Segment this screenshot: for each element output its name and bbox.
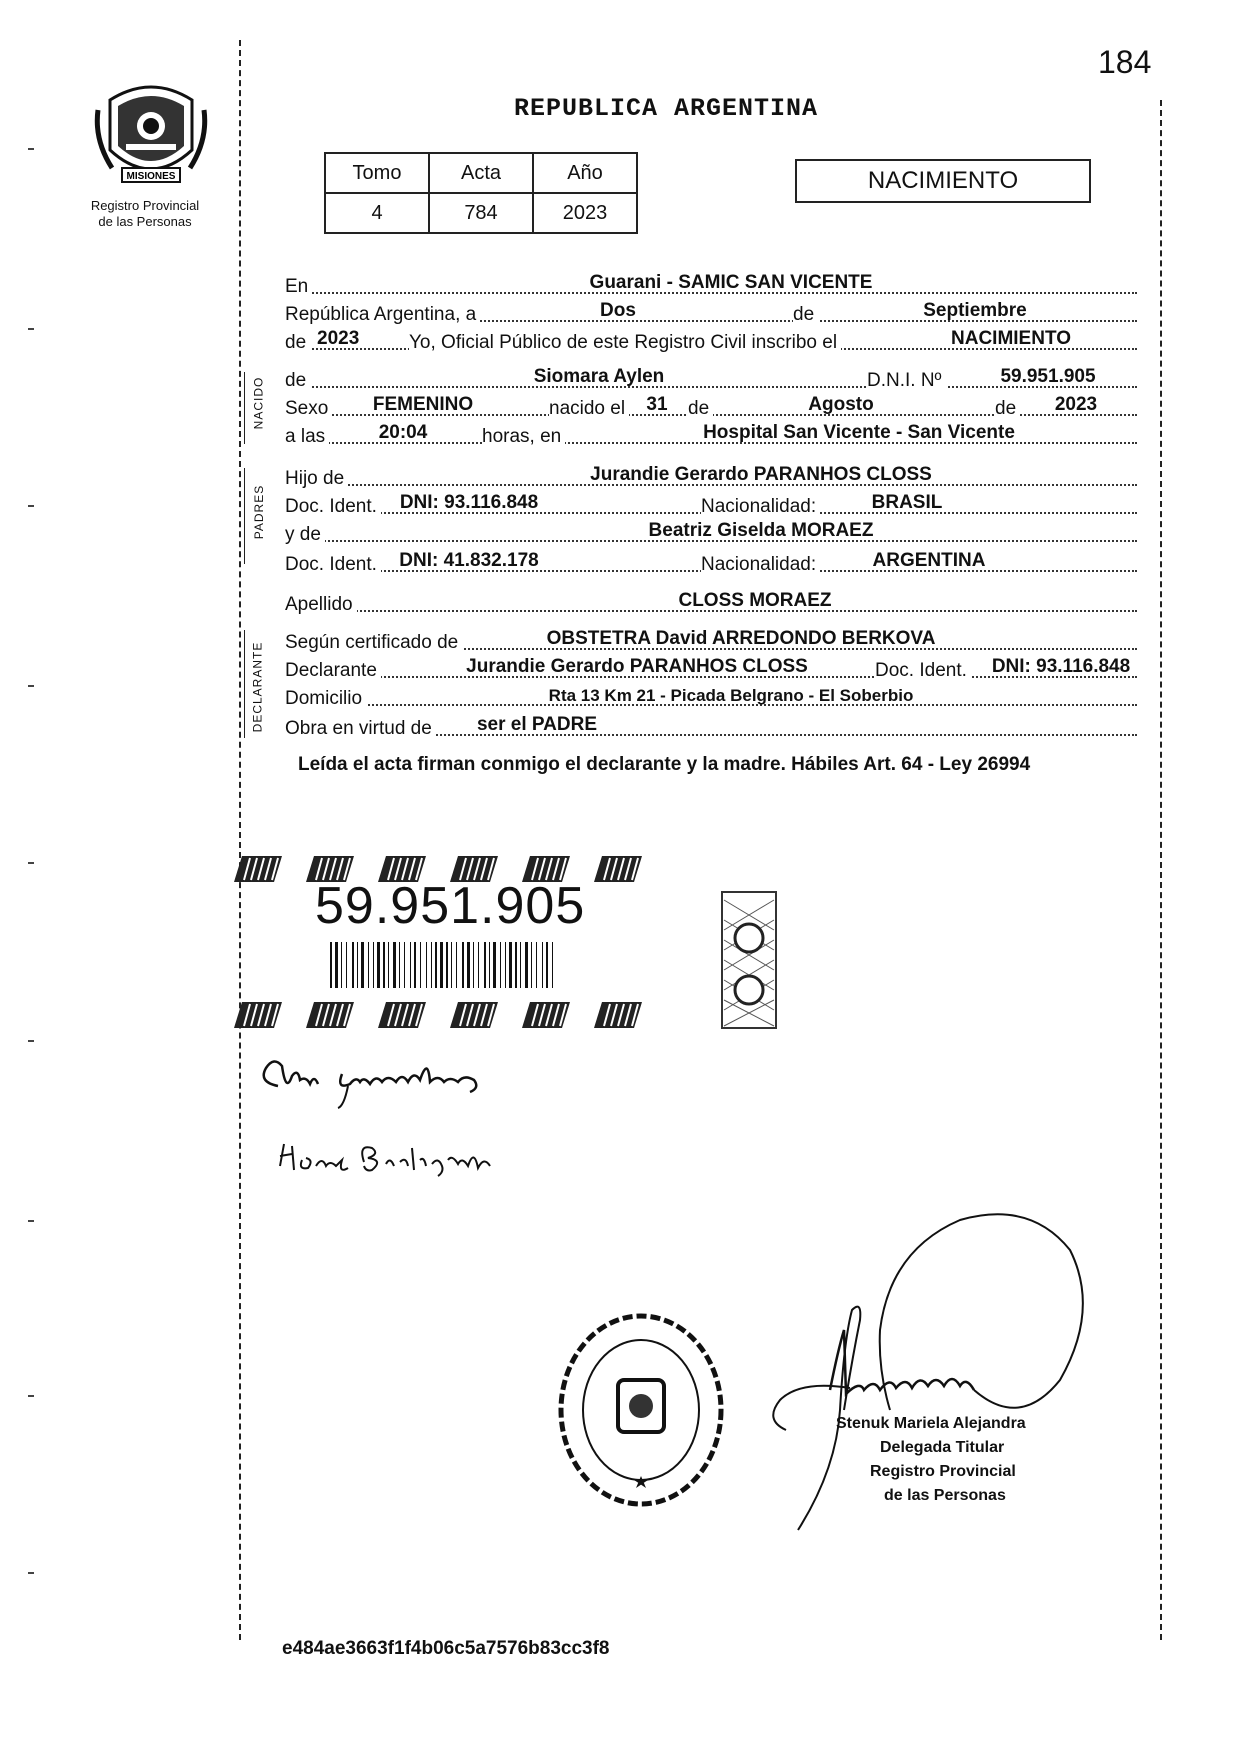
anio-header: Año <box>533 153 637 193</box>
birth-year: 2023 <box>1054 394 1098 415</box>
barcode-bar <box>435 942 437 988</box>
barcode-bar <box>515 942 517 988</box>
margin-tick <box>28 685 34 687</box>
barcode-bar <box>467 942 470 988</box>
barcode-bar <box>500 942 501 988</box>
right-border-line <box>1160 100 1162 1640</box>
barcode-bar <box>531 942 532 988</box>
row-hora <box>285 414 1137 447</box>
segun-value: OBSTETRA David ARREDONDO BERKOVA <box>546 628 936 649</box>
madre-doc-value: DNI: 41.832.178 <box>399 550 539 571</box>
security-pattern-tile <box>522 1002 570 1028</box>
margin-tick <box>28 148 34 150</box>
dni-large-number: 59.951.905 <box>315 877 586 935</box>
delegate-registry-line2: de las Personas <box>884 1487 1006 1504</box>
security-pattern-tile <box>378 1002 426 1028</box>
section-divider <box>244 372 245 444</box>
republica-label: República Argentina, a <box>285 304 480 326</box>
lugar-value: Hospital San Vicente - San Vicente <box>703 422 1015 443</box>
padre-nac-value: BRASIL <box>871 492 943 513</box>
yde-label: y de <box>285 524 325 546</box>
security-pattern-tile <box>234 856 282 882</box>
domicilio-label: Domicilio <box>285 688 366 710</box>
security-pattern-tile <box>234 1002 282 1028</box>
de2-label: de <box>285 332 310 354</box>
padre-nac-label: Nacionalidad: <box>701 496 820 518</box>
declarante-doc-label: Doc. Ident. <box>875 660 971 682</box>
margin-tick <box>28 862 34 864</box>
barcode-bar <box>388 942 389 988</box>
barcode-bar <box>456 942 457 988</box>
page-number: 184 <box>1098 44 1152 80</box>
legal-note: Leída el acta firman conmigo el declarante y la madre. Hábiles Art. 64 - Ley 26994 <box>298 754 1031 775</box>
svg-text:MISIONES: MISIONES <box>126 171 176 182</box>
apellido-value: CLOSS MORAEZ <box>678 590 832 611</box>
security-pattern-tile <box>306 1002 354 1028</box>
side-label-padres: PADRES <box>252 484 267 540</box>
left-border-line <box>239 40 241 1640</box>
row-en <box>285 264 1137 297</box>
section-divider <box>244 630 245 738</box>
en-value: Guarani - SAMIC SAN VICENTE <box>589 272 873 293</box>
year-value: 2023 <box>317 328 360 349</box>
obra-value: ser el PADRE <box>476 714 598 735</box>
barcode-bar <box>357 942 358 988</box>
barcode-bar <box>373 942 374 988</box>
madre-nac-value: ARGENTINA <box>872 550 986 571</box>
security-pattern-tile <box>594 856 642 882</box>
security-hologram-stamp <box>720 890 778 1030</box>
barcode-bar <box>525 942 528 988</box>
security-pattern-tile <box>594 1002 642 1028</box>
document-hash: e484ae3663f1f4b06c5a7576b83cc3f8 <box>282 1638 610 1659</box>
barcode-bar <box>393 942 396 988</box>
security-pattern-tile <box>450 1002 498 1028</box>
dni-value: 59.951.905 <box>1000 366 1096 387</box>
apellido-label: Apellido <box>285 594 357 616</box>
barcode-bar <box>473 942 474 988</box>
domicilio-value: Rta 13 Km 21 - Picada Belgrano - El Soberbio <box>548 686 914 705</box>
row-obra <box>285 706 1137 739</box>
madre-nac-label: Nacionalidad: <box>701 554 820 576</box>
delegate-name: Stenuk Mariela Alejandra <box>836 1415 1026 1432</box>
barcode-bar <box>341 942 342 988</box>
madre-doc-label: Doc. Ident. <box>285 554 381 576</box>
oficial-label: Yo, Oficial Público de este Registro Civil inscribo el <box>409 332 841 354</box>
hora-value: 20:04 <box>378 422 428 443</box>
declarante-doc-value: DNI: 93.116.848 <box>991 656 1131 677</box>
declarante-value: Jurandie Gerardo PARANHOS CLOSS <box>466 656 808 677</box>
row-republica <box>285 292 1137 325</box>
delegate-registry: Registro Provincial <box>870 1463 1016 1480</box>
nacido-label: nacido el <box>549 398 629 420</box>
section-divider <box>244 468 245 564</box>
row-sexo <box>285 386 1137 419</box>
barcode-bar <box>489 942 490 988</box>
barcode-bar <box>420 942 421 988</box>
barcode-bar <box>552 942 553 988</box>
margin-tick <box>28 328 34 330</box>
acta-value: 784 <box>429 193 533 233</box>
side-label-declarante: DECLARANTE <box>250 641 265 733</box>
de3-label: de <box>285 370 310 392</box>
margin-tick <box>28 1220 34 1222</box>
margin-tick <box>28 1040 34 1042</box>
margin-tick <box>28 1395 34 1397</box>
row-padre-doc <box>285 484 1137 517</box>
barcode-bar <box>410 942 411 988</box>
tomo-header: Tomo <box>325 153 429 193</box>
acta-reference-table <box>324 152 638 234</box>
barcode-bar <box>377 942 380 988</box>
padre-doc-value: DNI: 93.116.848 <box>399 492 539 513</box>
delegate-role: Delegada Titular <box>880 1439 1005 1456</box>
registry-caption-line2: de las Personas <box>98 214 192 229</box>
record-type-box: NACIMIENTO <box>795 159 1091 203</box>
month-value: Septiembre <box>923 300 1027 321</box>
de5-label: de <box>995 398 1020 420</box>
side-label-nacido: NACIDO <box>251 376 266 430</box>
barcode-bar <box>399 942 400 988</box>
barcode-bar <box>330 942 332 988</box>
security-strip-bottom <box>232 998 682 1032</box>
barcode-bar <box>440 942 443 988</box>
birth-day: 31 <box>646 394 668 415</box>
anio-value: 2023 <box>533 193 637 233</box>
barcode-bar <box>404 942 405 988</box>
inscribo-value: NACIMIENTO <box>951 328 1071 349</box>
misiones-coat-of-arms-logo <box>92 80 210 188</box>
segun-label: Según certificado de <box>285 632 462 654</box>
barcode-bar <box>346 942 347 988</box>
row-apellido <box>285 582 1137 615</box>
barcode-bar <box>446 942 448 988</box>
hijo-label: Hijo de <box>285 468 348 490</box>
barcode-bar <box>352 942 354 988</box>
delegate-signature-block <box>836 1412 1026 1508</box>
row-domicilio <box>285 676 1137 709</box>
barcode-bar <box>542 942 543 988</box>
margin-tick <box>28 1572 34 1574</box>
barcode-bar <box>505 942 506 988</box>
barcode-bar <box>414 942 416 988</box>
row-nombre <box>285 358 1137 391</box>
madre-value: Beatriz Giselda MORAEZ <box>648 520 874 541</box>
row-padre <box>285 456 1137 489</box>
declarante-label: Declarante <box>285 660 381 682</box>
barcode-bar <box>335 942 338 988</box>
margin-tick <box>28 505 34 507</box>
sexo-value: FEMENINO <box>372 394 474 415</box>
tomo-value: 4 <box>325 193 429 233</box>
obra-label: Obra en virtud de <box>285 718 436 740</box>
row-declarante <box>285 648 1137 681</box>
barcode-bar <box>361 942 364 988</box>
barcode-bar <box>426 942 427 988</box>
barcode-bar <box>368 942 369 988</box>
en-label: En <box>285 276 312 298</box>
row-madre-doc <box>285 542 1137 575</box>
barcode-bar <box>536 942 537 988</box>
row-oficial <box>285 320 1137 353</box>
sexo-label: Sexo <box>285 398 332 420</box>
de4-label: de <box>688 398 713 420</box>
registry-caption-line1: Registro Provincial <box>90 198 200 213</box>
padre-doc-label: Doc. Ident. <box>285 496 381 518</box>
barcode-bar <box>493 942 496 988</box>
barcode <box>330 942 554 988</box>
dni-label: D.N.I. Nº <box>867 370 946 392</box>
registry-caption <box>70 198 220 230</box>
row-madre <box>285 512 1137 545</box>
name-value: Siomara Aylen <box>533 366 665 387</box>
alas-label: a las <box>285 426 329 448</box>
signature-madre <box>272 1126 512 1186</box>
row-segun <box>285 620 1137 653</box>
barcode-bar <box>520 942 521 988</box>
official-seal-stamp <box>556 1310 726 1510</box>
barcode-bar <box>546 942 548 988</box>
page-title: REPUBLICA ARGENTINA <box>514 94 819 123</box>
barcode-bar <box>431 942 432 988</box>
padre-value: Jurandie Gerardo PARANHOS CLOSS <box>590 464 932 485</box>
day-value: Dos <box>600 300 636 321</box>
birth-month: Agosto <box>808 394 874 415</box>
barcode-bar <box>509 942 512 988</box>
de-label: de <box>793 304 818 326</box>
signature-declarante <box>252 1046 512 1116</box>
barcode-bar <box>478 942 479 988</box>
security-pattern <box>232 998 682 1032</box>
barcode-bar <box>383 942 385 988</box>
barcode-bar <box>462 942 464 988</box>
acta-header: Acta <box>429 153 533 193</box>
barcode-bar <box>451 942 452 988</box>
horas-label: horas, en <box>482 426 565 448</box>
barcode-bar <box>484 942 486 988</box>
